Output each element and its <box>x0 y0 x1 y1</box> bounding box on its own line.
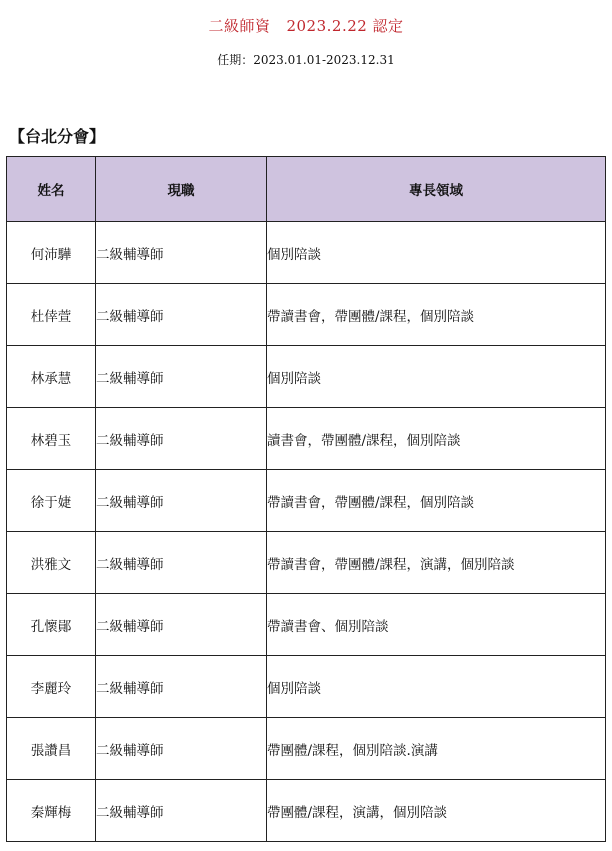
instructor-table <box>6 156 606 842</box>
cell-specialty: 帶讀書會、個別陪談 <box>267 594 606 656</box>
cell-name: 杜倖萱 <box>7 284 96 346</box>
cell-specialty: 個別陪談 <box>267 656 606 718</box>
column-header-position: 現職 <box>96 157 267 222</box>
cell-specialty: 個別陪談 <box>267 346 606 408</box>
cell-specialty: 帶團體/課程，個別陪談.演講 <box>267 718 606 780</box>
table-row <box>7 470 606 532</box>
cell-position: 二級輔導師 <box>96 718 267 780</box>
cell-name: 林碧玉 <box>7 408 96 470</box>
cell-specialty: 帶讀書會，帶團體/課程，個別陪談 <box>267 284 606 346</box>
cell-position: 二級輔導師 <box>96 470 267 532</box>
table-row <box>7 718 606 780</box>
cell-position: 二級輔導師 <box>96 656 267 718</box>
cell-specialty: 讀書會，帶團體/課程，個別陪談 <box>267 408 606 470</box>
cell-name: 張讚昌 <box>7 718 96 780</box>
table-header-row <box>7 157 606 222</box>
cell-position: 二級輔導師 <box>96 780 267 842</box>
cell-specialty: 帶讀書會，帶團體/課程，個別陪談 <box>267 470 606 532</box>
cell-specialty: 帶團體/課程，演講，個別陪談 <box>267 780 606 842</box>
cell-position: 二級輔導師 <box>96 594 267 656</box>
title-main: 二級師資 <box>208 17 271 35</box>
table-row <box>7 594 606 656</box>
cell-name: 徐于婕 <box>7 470 96 532</box>
table-row <box>7 222 606 284</box>
cell-position: 二級輔導師 <box>96 532 267 594</box>
branch-heading: 【台北分會】 <box>9 127 106 146</box>
cell-specialty: 帶讀書會，帶團體/課程，演講，個別陪談 <box>267 532 606 594</box>
column-header-name: 姓名 <box>7 157 96 222</box>
cell-name: 何沛驊 <box>7 222 96 284</box>
term-period: 任期：2023.01.01-2023.12.31 <box>217 53 395 67</box>
cell-position: 二級輔導師 <box>96 222 267 284</box>
cell-specialty: 個別陪談 <box>267 222 606 284</box>
cell-position: 二級輔導師 <box>96 284 267 346</box>
cell-position: 二級輔導師 <box>96 346 267 408</box>
table-row <box>7 532 606 594</box>
cell-name: 李麗玲 <box>7 656 96 718</box>
table-row <box>7 346 606 408</box>
cell-name: 秦輝梅 <box>7 780 96 842</box>
column-header-specialty: 專長領域 <box>267 157 606 222</box>
table-row <box>7 780 606 842</box>
cell-name: 孔懷鄖 <box>7 594 96 656</box>
table-row <box>7 656 606 718</box>
cell-name: 林承慧 <box>7 346 96 408</box>
cell-name: 洪雅文 <box>7 532 96 594</box>
table-row <box>7 284 606 346</box>
document-title <box>0 15 612 36</box>
cell-position: 二級輔導師 <box>96 408 267 470</box>
table-row <box>7 408 606 470</box>
title-date: 2023.2.22 認定 <box>286 17 404 35</box>
